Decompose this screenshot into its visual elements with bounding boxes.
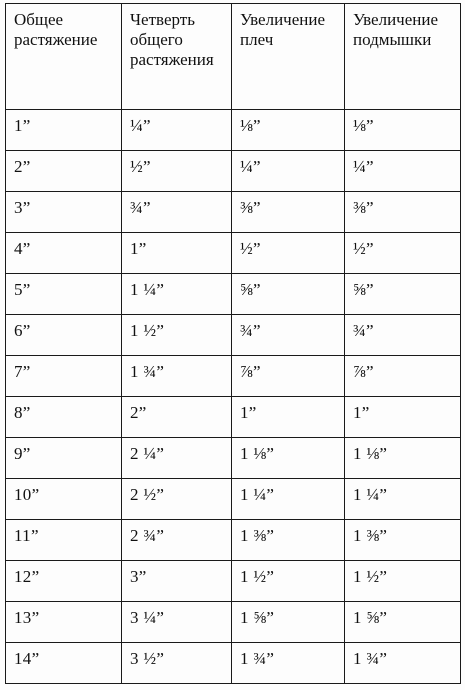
header-row <box>6 4 461 110</box>
cell-shoulder-increase: 1 ⅛” <box>232 438 345 479</box>
cell-armhole-increase: 1 ¼” <box>345 479 461 520</box>
cell-total-stretch: 2” <box>6 151 122 192</box>
cell-quarter-stretch: 1 ½” <box>122 315 232 356</box>
cell-armhole-increase: 1 ⅛” <box>345 438 461 479</box>
cell-armhole-increase: ¼” <box>345 151 461 192</box>
table-row <box>6 233 461 274</box>
cell-shoulder-increase: ⅜” <box>232 192 345 233</box>
cell-total-stretch: 9” <box>6 438 122 479</box>
cell-shoulder-increase: 1” <box>232 397 345 438</box>
cell-quarter-stretch: 1 ¼” <box>122 274 232 315</box>
table-row <box>6 479 461 520</box>
cell-total-stretch: 5” <box>6 274 122 315</box>
cell-quarter-stretch: 1 ¾” <box>122 356 232 397</box>
cell-shoulder-increase: ⅝” <box>232 274 345 315</box>
header-label: Общее растяжение <box>14 10 98 49</box>
table-row <box>6 274 461 315</box>
table-row <box>6 561 461 602</box>
cell-total-stretch: 10” <box>6 479 122 520</box>
table-row <box>6 192 461 233</box>
table-row <box>6 315 461 356</box>
header-total-stretch <box>6 4 122 110</box>
cell-total-stretch: 6” <box>6 315 122 356</box>
table-row <box>6 110 461 151</box>
table-row <box>6 438 461 479</box>
table-row <box>6 643 461 684</box>
cell-shoulder-increase: 1 ½” <box>232 561 345 602</box>
cell-total-stretch: 1” <box>6 110 122 151</box>
cell-quarter-stretch: 1” <box>122 233 232 274</box>
header-quarter-stretch <box>122 4 232 110</box>
cell-total-stretch: 13” <box>6 602 122 643</box>
cell-quarter-stretch: ¾” <box>122 192 232 233</box>
cell-quarter-stretch: 2 ¼” <box>122 438 232 479</box>
cell-shoulder-increase: 1 ¼” <box>232 479 345 520</box>
cell-quarter-stretch: 2” <box>122 397 232 438</box>
cell-shoulder-increase: ½” <box>232 233 345 274</box>
cell-total-stretch: 4” <box>6 233 122 274</box>
cell-shoulder-increase: ⅛” <box>232 110 345 151</box>
cell-armhole-increase: 1 ⅝” <box>345 602 461 643</box>
cell-quarter-stretch: ½” <box>122 151 232 192</box>
cell-total-stretch: 12” <box>6 561 122 602</box>
cell-quarter-stretch: 3” <box>122 561 232 602</box>
table-row <box>6 520 461 561</box>
cell-shoulder-increase: 1 ¾” <box>232 643 345 684</box>
cell-armhole-increase: 1 ½” <box>345 561 461 602</box>
cell-armhole-increase: 1 ¾” <box>345 643 461 684</box>
cell-total-stretch: 3” <box>6 192 122 233</box>
table-row <box>6 602 461 643</box>
cell-shoulder-increase: ¼” <box>232 151 345 192</box>
table-header <box>6 4 461 110</box>
table-body <box>6 110 461 684</box>
header-label: Увеличение подмышки <box>353 10 439 49</box>
cell-armhole-increase: ¾” <box>345 315 461 356</box>
cell-quarter-stretch: 2 ½” <box>122 479 232 520</box>
cell-armhole-increase: ⅛” <box>345 110 461 151</box>
header-shoulder-increase <box>232 4 345 110</box>
cell-total-stretch: 14” <box>6 643 122 684</box>
cell-quarter-stretch: 3 ¼” <box>122 602 232 643</box>
cell-quarter-stretch: ¼” <box>122 110 232 151</box>
cell-armhole-increase: ⅜” <box>345 192 461 233</box>
measurement-table <box>5 3 461 684</box>
cell-shoulder-increase: 1 ⅜” <box>232 520 345 561</box>
cell-armhole-increase: 1” <box>345 397 461 438</box>
table-row <box>6 356 461 397</box>
cell-armhole-increase: ½” <box>345 233 461 274</box>
cell-total-stretch: 7” <box>6 356 122 397</box>
cell-armhole-increase: 1 ⅜” <box>345 520 461 561</box>
table-row <box>6 397 461 438</box>
header-label: Увеличение плеч <box>240 10 326 49</box>
cell-total-stretch: 11” <box>6 520 122 561</box>
cell-quarter-stretch: 3 ½” <box>122 643 232 684</box>
cell-armhole-increase: ⅞” <box>345 356 461 397</box>
cell-shoulder-increase: ⅞” <box>232 356 345 397</box>
cell-armhole-increase: ⅝” <box>345 274 461 315</box>
header-label: Четверть общего растяжения <box>130 10 214 69</box>
cell-quarter-stretch: 2 ¾” <box>122 520 232 561</box>
cell-shoulder-increase: ¾” <box>232 315 345 356</box>
cell-total-stretch: 8” <box>6 397 122 438</box>
table-row <box>6 151 461 192</box>
cell-shoulder-increase: 1 ⅝” <box>232 602 345 643</box>
header-armhole-increase <box>345 4 461 110</box>
